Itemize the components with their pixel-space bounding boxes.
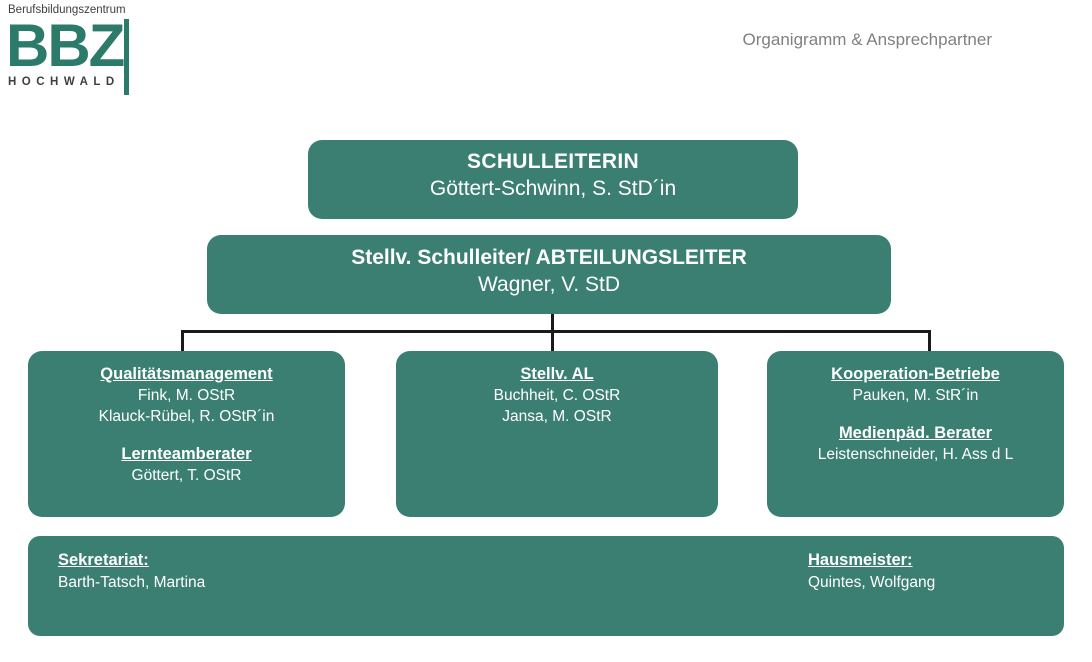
org-node-person: Barth-Tatsch, Martina	[58, 574, 206, 591]
logo-letter-z: Z	[88, 12, 124, 79]
logo-vertical-bar	[124, 19, 129, 95]
connector-vertical-left	[181, 330, 184, 351]
org-node-title: Stellv. Schulleiter/ ABTEILUNGSLEITER	[351, 246, 747, 269]
logo-letters-bb: BB	[6, 12, 89, 79]
org-node-person: Klauck-Rübel, R. OStR´in	[98, 408, 275, 425]
logo-wordmark	[6, 12, 141, 79]
org-node-stellv-schulleiter	[207, 235, 891, 314]
org-node-sekretariat	[58, 548, 205, 594]
connector-vertical-middle	[551, 330, 554, 351]
org-node-person: Quintes, Wolfgang	[808, 574, 936, 591]
org-node-title: Kooperation-Betriebe	[831, 365, 1000, 383]
org-node-person: Fink, M. OStR	[137, 387, 236, 404]
spacer	[767, 406, 1064, 422]
org-node-title: SCHULLEITERIN	[467, 150, 639, 173]
spacer	[28, 427, 345, 443]
logo-subtitle-top: Berufsbildungszentrum	[8, 4, 126, 16]
org-node-person-secondary: Göttert, T. OStR	[131, 467, 242, 484]
org-node-stellv-al	[396, 351, 718, 517]
logo-subtitle-bottom: HOCHWALD	[8, 76, 120, 88]
org-node-qualitaetsmanagement	[28, 351, 345, 517]
org-node-support-staff	[28, 536, 1064, 636]
org-node-title: Sekretariat:	[58, 551, 149, 569]
org-node-person: Pauken, M. StR´in	[852, 387, 979, 404]
org-node-hausmeister	[808, 548, 935, 594]
org-node-kooperation-betriebe	[767, 351, 1064, 517]
org-node-schulleiterin	[308, 140, 798, 219]
org-node-person: Wagner, V. StD	[477, 273, 621, 296]
org-node-person-secondary: Leistenschneider, H. Ass d L	[817, 446, 1014, 463]
org-node-title: Qualitätsmanagement	[100, 365, 273, 383]
org-node-person: Buchheit, C. OStR	[493, 387, 621, 404]
org-node-person: Jansa, M. OStR	[502, 408, 612, 425]
connector-horizontal	[181, 330, 931, 333]
page-title: Organigramm & Ansprechpartner	[742, 30, 992, 49]
org-node-title: Stellv. AL	[520, 365, 594, 383]
org-node-title: Hausmeister:	[808, 551, 913, 569]
org-node-title-secondary: Lernteamberater	[121, 445, 252, 463]
org-node-person: Göttert-Schwinn, S. StD´in	[429, 177, 677, 200]
connector-vertical-right	[928, 330, 931, 351]
org-node-title-secondary: Medienpäd. Berater	[838, 424, 993, 442]
bbz-logo	[6, 4, 141, 102]
